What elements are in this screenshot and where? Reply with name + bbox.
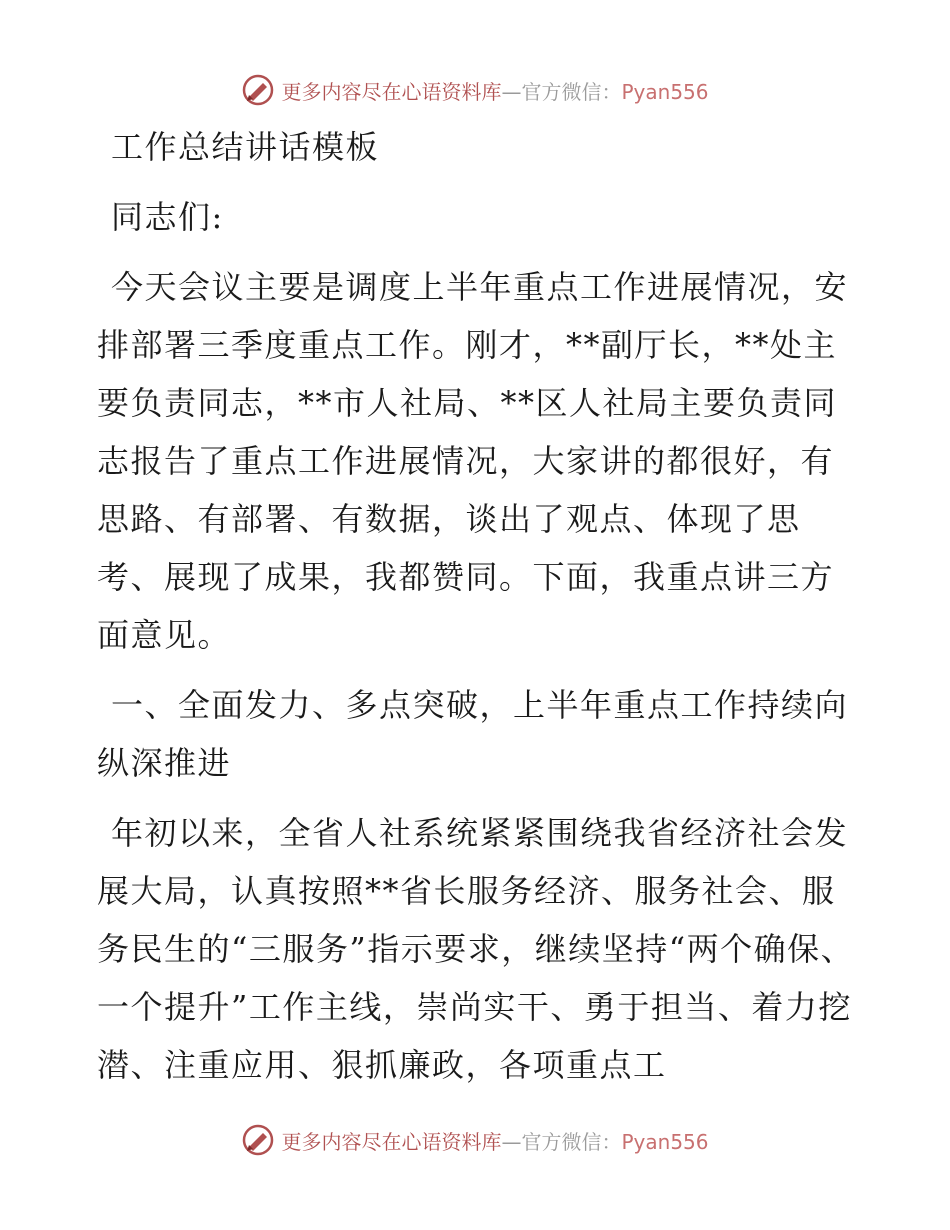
banner-inner bbox=[241, 1123, 708, 1157]
section-heading-1: 一、全面发力、多点突破，上半年重点工作持续向纵深推进 bbox=[97, 686, 849, 782]
banner-main-text: 更多内容尽在心语资料库 bbox=[281, 1129, 502, 1154]
banner-main-text: 更多内容尽在心语资料库 bbox=[281, 79, 502, 104]
document-title: 工作总结讲话模板 bbox=[111, 128, 380, 166]
banner-separator: — bbox=[501, 1129, 522, 1154]
banner-text bbox=[281, 76, 708, 105]
banner-wechat-label: 官方微信： bbox=[521, 1129, 622, 1154]
header-watermark-banner bbox=[0, 70, 950, 110]
banner-wechat-handle: Pyan556 bbox=[621, 1129, 709, 1154]
paragraph-section-1: 年初以来，全省人社系统紧紧围绕我省经济社会发展大局，认真按照**省长服务经济、服务社会、服务民生的“三服务”指示要求，继续坚持“两个确保、一个提升”工作主线，崇尚实干、勇于担当、着力挖潜、注重应用、狠抓廉政，各项重点工 bbox=[97, 814, 855, 1084]
paragraph-intro: 今天会议主要是调度上半年重点工作进展情况，安排部署三季度重点工作。刚才，**副厅长，**处主要负责同志，**市人社局、**区人社局主要负责同志报告了重点工作进展情况，大家讲的都很好，有思路、有部署、有数据，谈出了观点、体现了思考、展现了成果，我都赞同。下面，我重点讲三方面意见。 bbox=[97, 268, 849, 654]
banner-wechat-handle: Pyan556 bbox=[621, 79, 709, 104]
banner-separator: — bbox=[501, 79, 522, 104]
banner-inner bbox=[241, 73, 708, 107]
footer-watermark-banner bbox=[0, 1120, 950, 1160]
banner-text bbox=[281, 1126, 708, 1155]
pen-logo-icon bbox=[241, 1123, 275, 1157]
banner-wechat-label: 官方微信： bbox=[521, 79, 622, 104]
document-body bbox=[97, 118, 857, 1106]
pen-logo-icon bbox=[241, 73, 275, 107]
salutation: 同志们: bbox=[111, 198, 224, 236]
